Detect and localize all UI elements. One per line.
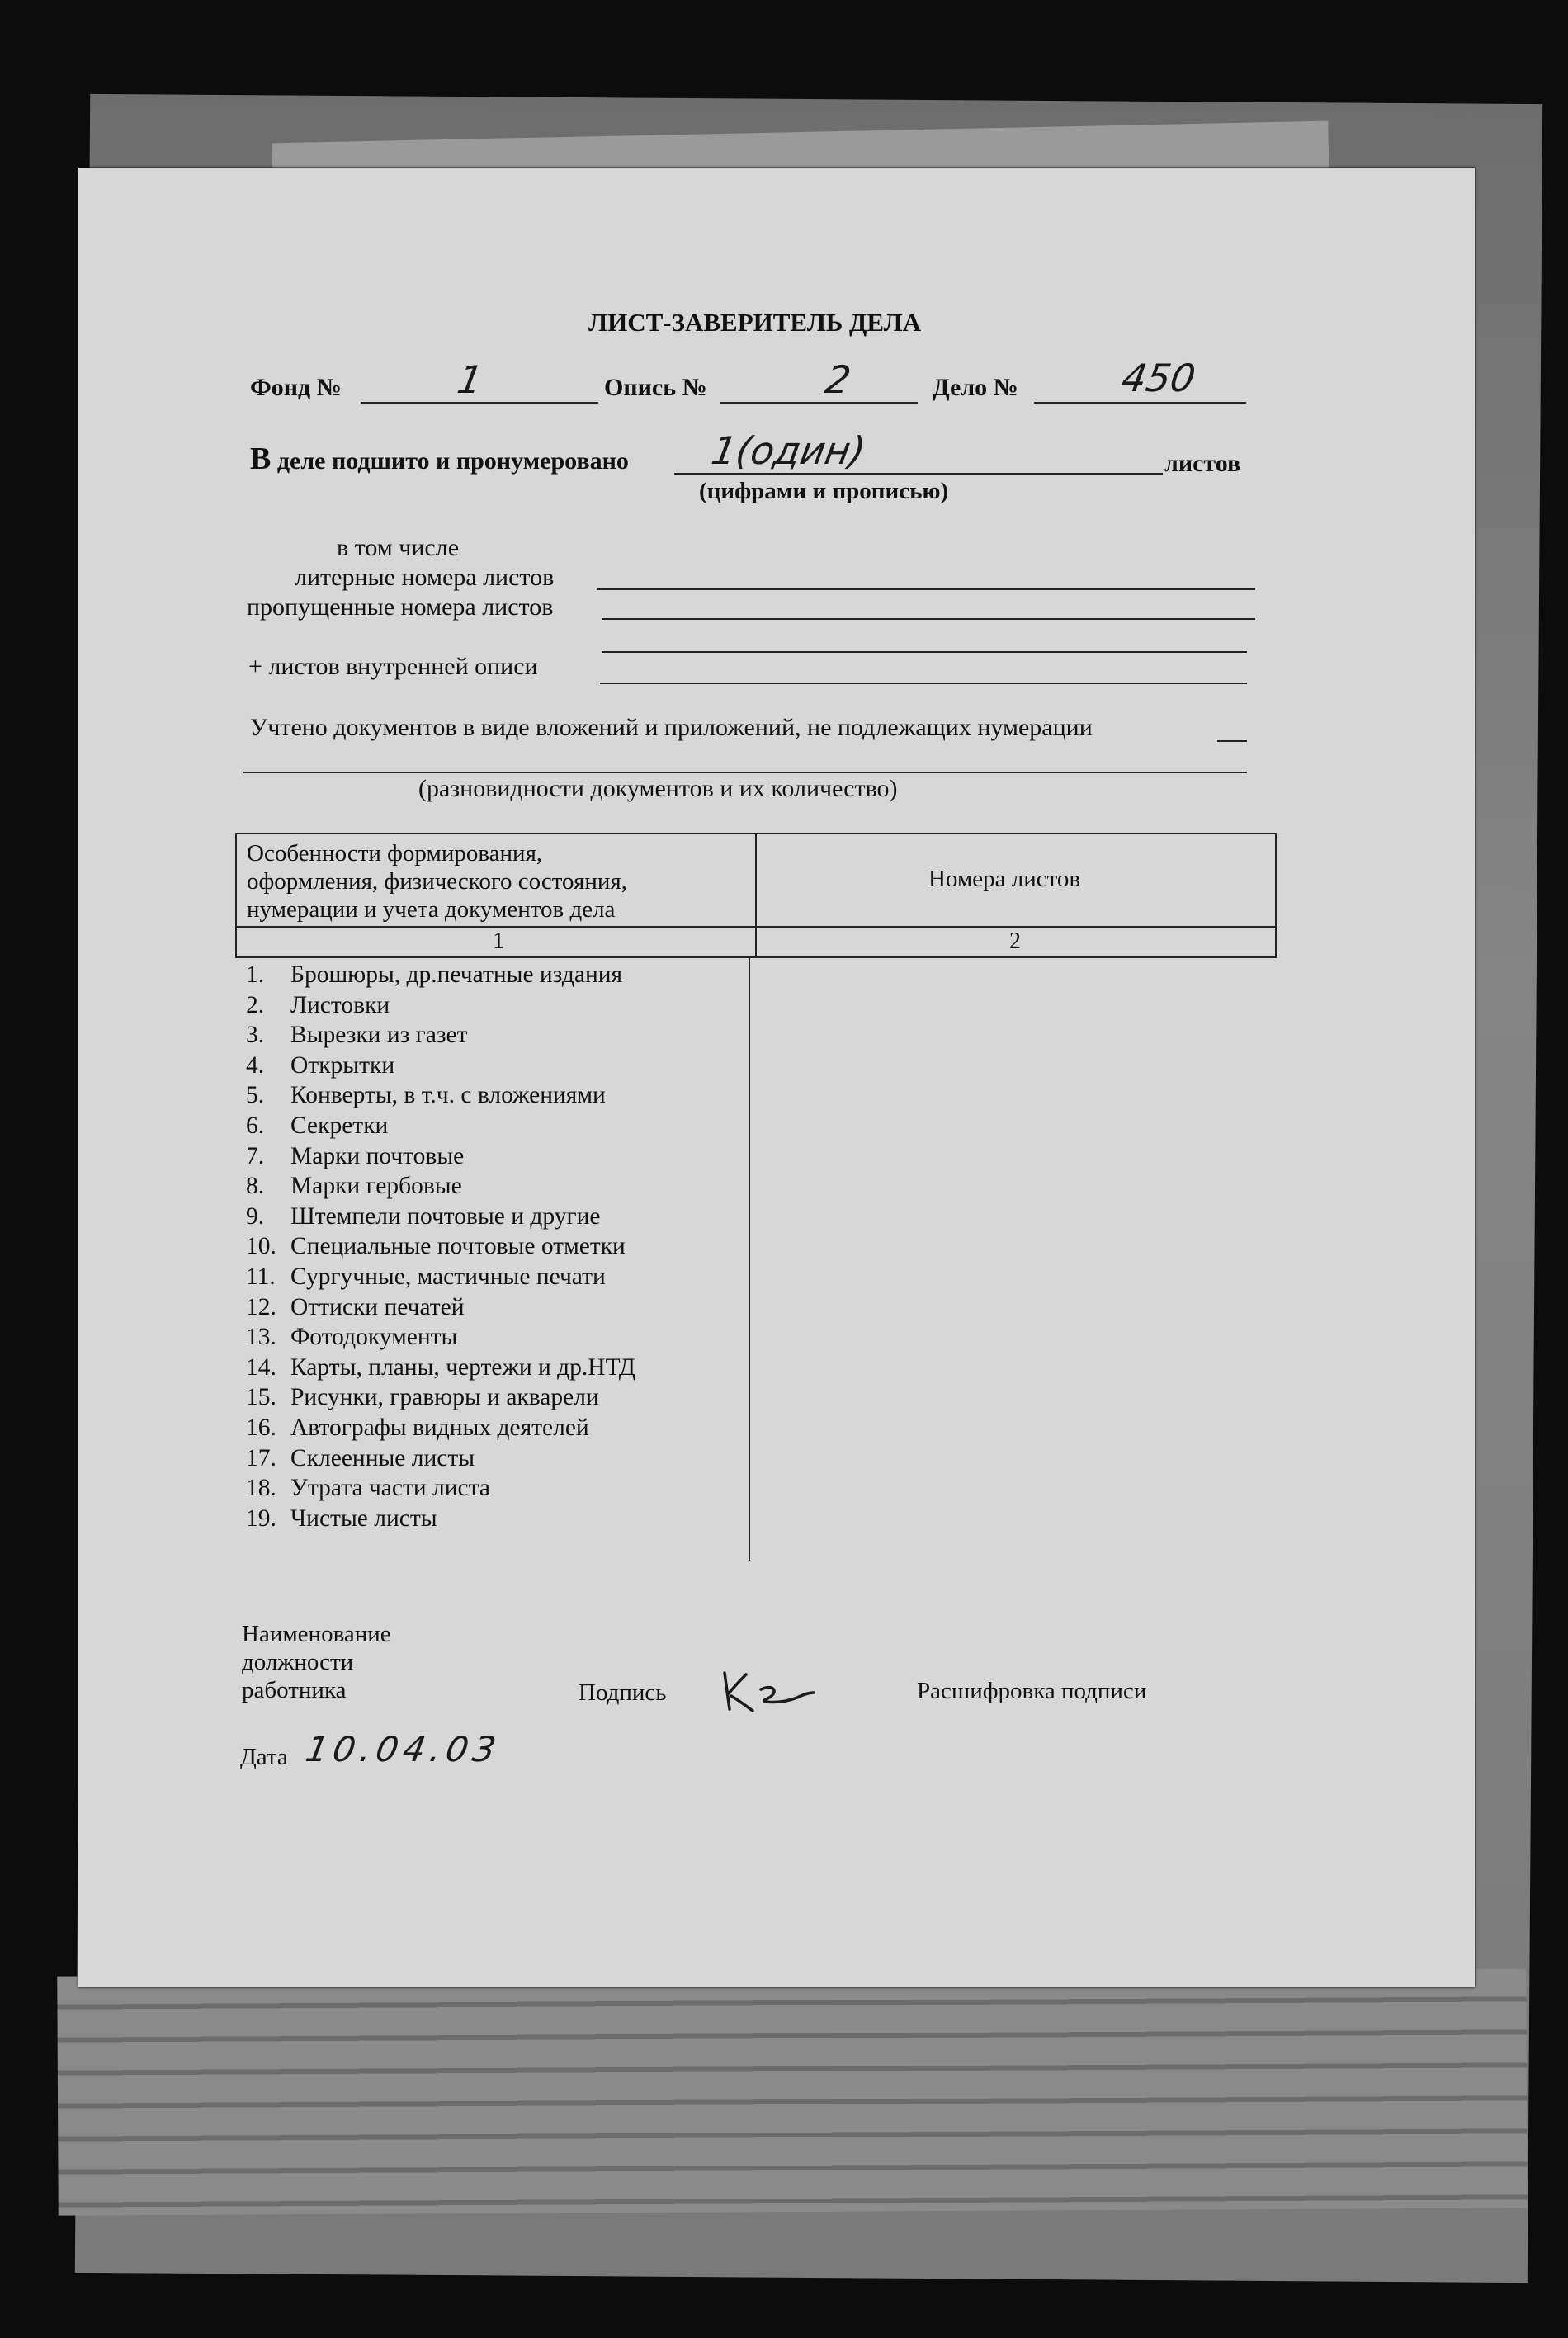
fond-underline bbox=[361, 402, 598, 404]
list-item: 14. Карты, планы, чертежи и др.НТД bbox=[246, 1353, 635, 1381]
opis-label: Опись № bbox=[604, 374, 707, 401]
fond-label: Фонд № bbox=[250, 374, 342, 401]
list-item: 11. Сургучные, мастичные печати bbox=[246, 1263, 606, 1290]
list-item: 18. Утрата части листа bbox=[246, 1475, 490, 1502]
list-item: 1. Брошюры, др.печатные издания bbox=[246, 961, 623, 988]
list-item: 7. Марки почтовые bbox=[246, 1142, 465, 1169]
accounted-underline bbox=[243, 772, 1247, 773]
table-col2-number: 2 bbox=[1009, 928, 1021, 954]
features-table bbox=[235, 833, 1277, 958]
list-item: 9. Штемпели почтовые и другие bbox=[246, 1202, 601, 1230]
missing-underline bbox=[602, 618, 1255, 620]
list-item: 10. Специальные почтовые отметки bbox=[246, 1233, 626, 1260]
list-item: 5. Конверты, в т.ч. с вложениями bbox=[246, 1082, 606, 1109]
sheets-prefix: В bbox=[250, 442, 272, 476]
table-col2-header: Номера листов bbox=[928, 866, 1081, 892]
list-item: 6. Секретки bbox=[246, 1112, 389, 1139]
position-label: Наименование должности работника bbox=[242, 1621, 391, 1703]
opis-underline bbox=[720, 402, 918, 404]
list-item: 8. Марки гербовые bbox=[246, 1173, 462, 1200]
sheets-value: 1(один) bbox=[708, 428, 869, 473]
list-item: 4. Открытки bbox=[246, 1051, 395, 1079]
internal-underline bbox=[600, 683, 1247, 684]
sheets-hint: (цифрами и прописью) bbox=[699, 478, 949, 504]
features-list bbox=[246, 960, 635, 1533]
sheets-suffix: листов bbox=[1164, 450, 1241, 477]
literal-label: литерные номера листов bbox=[295, 564, 555, 591]
document-sheet bbox=[78, 168, 1475, 1987]
delo-value: 450 bbox=[1118, 356, 1199, 400]
incl-label: в том числе bbox=[337, 534, 460, 561]
table-header-divider bbox=[237, 926, 1275, 928]
list-item: 2. Листовки bbox=[246, 991, 390, 1018]
list-item: 16. Автографы видных деятелей bbox=[246, 1414, 589, 1441]
table-column-line bbox=[749, 958, 750, 1561]
missing-label: пропущенные номера листов bbox=[247, 593, 554, 621]
accounted-label: Учтено документов в виде вложений и приложений, не подлежащих нумерации bbox=[250, 714, 1093, 741]
accounted-hint: (разновидности документов и их количество) bbox=[418, 775, 898, 802]
date-label: Дата bbox=[240, 1744, 288, 1770]
delo-label: Дело № bbox=[933, 374, 1018, 401]
background-lined-paper bbox=[57, 1968, 1527, 2215]
signature-decode-label: Расшифровка подписи bbox=[917, 1678, 1147, 1704]
sheets-label: деле подшито и пронумеровано bbox=[271, 447, 629, 475]
list-item: 3. Вырезки из газет bbox=[246, 1022, 468, 1049]
list-item: 19. Чистые листы bbox=[246, 1504, 437, 1532]
handwritten-signature bbox=[718, 1668, 817, 1717]
signature-label: Подпись bbox=[579, 1679, 667, 1706]
table-column-divider bbox=[755, 834, 757, 956]
literal-underline bbox=[597, 588, 1255, 590]
table-col1-header: Особенности формирования, оформления, физического состояния, нумерации и учета документов дела bbox=[247, 840, 627, 923]
sheets-underline bbox=[674, 473, 1163, 475]
page-title: ЛИСТ-ЗАВЕРИТЕЛЬ ДЕЛА bbox=[588, 308, 922, 337]
table-col1-number: 1 bbox=[493, 928, 504, 954]
internal-label: + листов внутренней описи bbox=[248, 653, 538, 680]
date-value: 10.04.03 bbox=[302, 1729, 504, 1769]
list-item: 12. Оттиски печатей bbox=[246, 1293, 465, 1320]
list-item: 17. Склеенные листы bbox=[246, 1444, 475, 1471]
opis-value: 2 bbox=[822, 357, 855, 402]
list-item: 13. Фотодокументы bbox=[246, 1324, 458, 1351]
extra-underline bbox=[602, 651, 1247, 653]
fond-value: 1 bbox=[454, 357, 487, 402]
delo-underline bbox=[1034, 402, 1246, 404]
accounted-underline-short bbox=[1217, 740, 1247, 742]
list-item: 15. Рисунки, гравюры и акварели bbox=[246, 1384, 599, 1411]
